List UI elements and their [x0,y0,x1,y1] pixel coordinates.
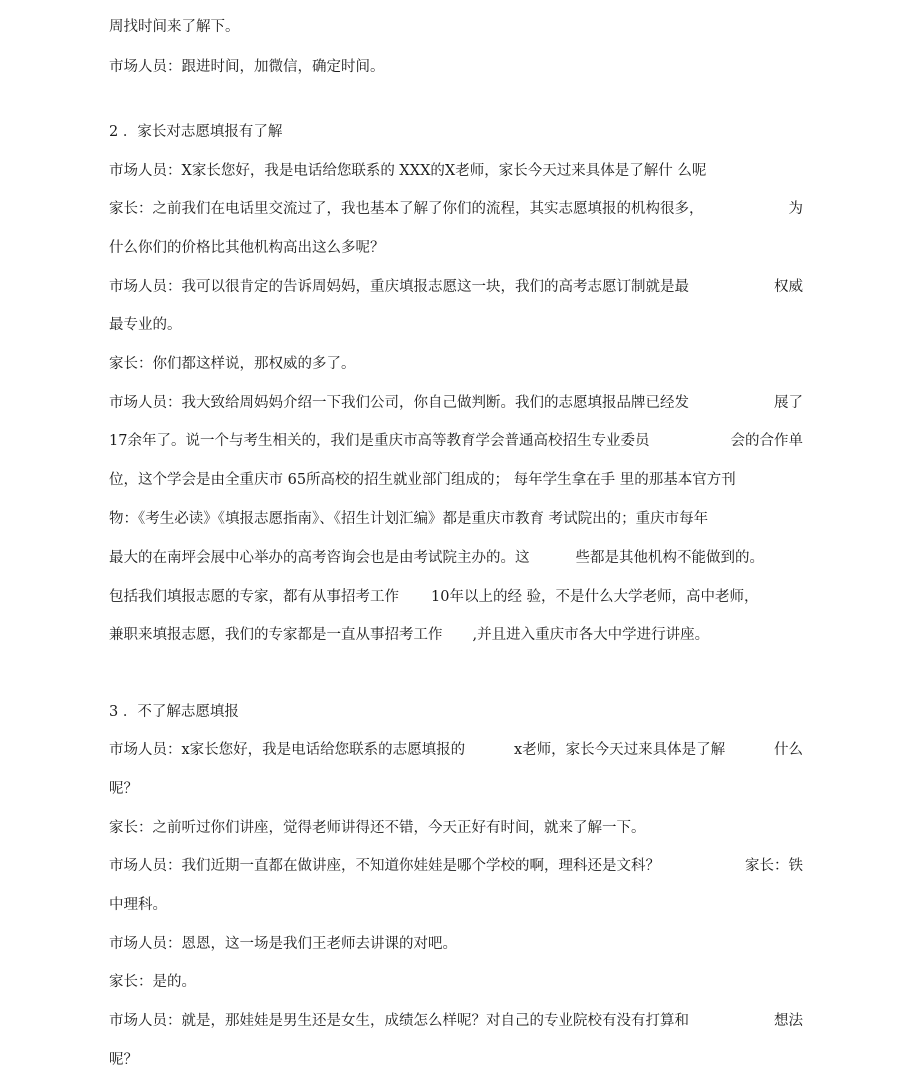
text-line: 家长：之前听过你们讲座，觉得老师讲得还不错，今天正好有时间，就来了解一下。 [109,820,646,836]
section-heading: 3 ．不了解志愿填报 [109,704,239,720]
text-line [109,586,803,608]
text-line: 市场人员：跟进时间，加微信，确定时间。 [109,59,385,75]
text-line: 呢？ [109,781,138,797]
text-segment: 什么 [774,742,803,758]
text-segment: 包括我们填报志愿的专家，都有从事招考工作 [109,589,399,605]
text-line [109,855,803,877]
text-segment: 想法 [774,1013,803,1029]
text-line [109,1010,803,1032]
text-segment: 展了 [774,395,803,411]
text-segment: 市场人员：我大致给周妈妈介绍一下我们公司，你自己做判断。我们的志愿填报品牌已经发 [109,395,689,411]
text-line: 最专业的。 [109,317,182,333]
text-line: 物：《考生必读》《填报志愿指南》、《招生计划汇编》都是重庆市教育 考试院出的；重庆市每年 [109,511,709,527]
text-line: 呢？ [109,1052,138,1068]
text-line: 市场人员：X家长您好，我是电话给您联系的 XXX的X老师，家长今天过来具体是了解什 么呢 [109,163,707,179]
text-segment: 家长：之前我们在电话里交流过了，我也基本了解了你们的流程，其实志愿填报的机构很多， [109,201,704,217]
text-segment: 为 [788,201,803,217]
text-segment: 市场人员：x家长您好，我是电话给您联系的志愿填报的 [109,742,466,758]
text-line: 家长：你们都这样说，那权威的多了。 [109,356,356,372]
text-segment: 家长：铁 [745,858,803,874]
text-segment: 10年以上的经 验，不是什么大学老师，高中老师， [431,589,759,605]
text-segment: ,并且进入重庆市各大中学进行讲座。 [472,627,710,643]
text-line [109,547,803,569]
section-heading: 2 ．家长对志愿填报有了解 [109,124,283,140]
text-segment: 会的合作单 [730,433,803,449]
text-line: 位，这个学会是由全重庆市 65所高校的招生就业部门组成的； 每年学生拿在手 里的那基本官方刊 [109,472,736,488]
text-segment: 兼职来填报志愿，我们的专家都是一直从事招考工作 [109,627,443,643]
text-segment: 最大的在南坪会展中心举办的高考咨询会也是由考试院主办的。这 [109,550,530,566]
text-line [109,430,803,452]
text-line [109,276,803,298]
text-line [109,392,803,414]
text-line: 中理科。 [109,897,167,913]
text-segment: 权威 [774,279,803,295]
text-segment: x老师，家长今天过来具体是了解 [514,742,726,758]
text-line: 家长：是的。 [109,974,196,990]
text-line: 周找时间来了解下。 [109,19,240,35]
text-segment: 17余年了。说一个与考生相关的，我们是重庆市高等教育学会普通高校招生专业委员 [109,433,650,449]
text-line: 市场人员：恩恩，这一场是我们王老师去讲课的对吧。 [109,936,457,952]
text-line [109,198,803,220]
text-line [109,739,803,761]
text-line: 什么你们的价格比其他机构高出这么多呢？ [109,240,385,256]
text-segment: 市场人员：我们近期一直都在做讲座，不知道你娃娃是哪个学校的啊，理科还是文科？ [109,858,660,874]
text-segment: 市场人员：我可以很肯定的告诉周妈妈，重庆填报志愿这一块，我们的高考志愿订制就是最 [109,279,689,295]
text-line [109,624,803,646]
text-segment: 些都是其他机构不能做到的。 [575,550,764,566]
text-segment: 市场人员：就是，那娃娃是男生还是女生，成绩怎么样呢？对自己的专业院校有没有打算和 [109,1013,689,1029]
